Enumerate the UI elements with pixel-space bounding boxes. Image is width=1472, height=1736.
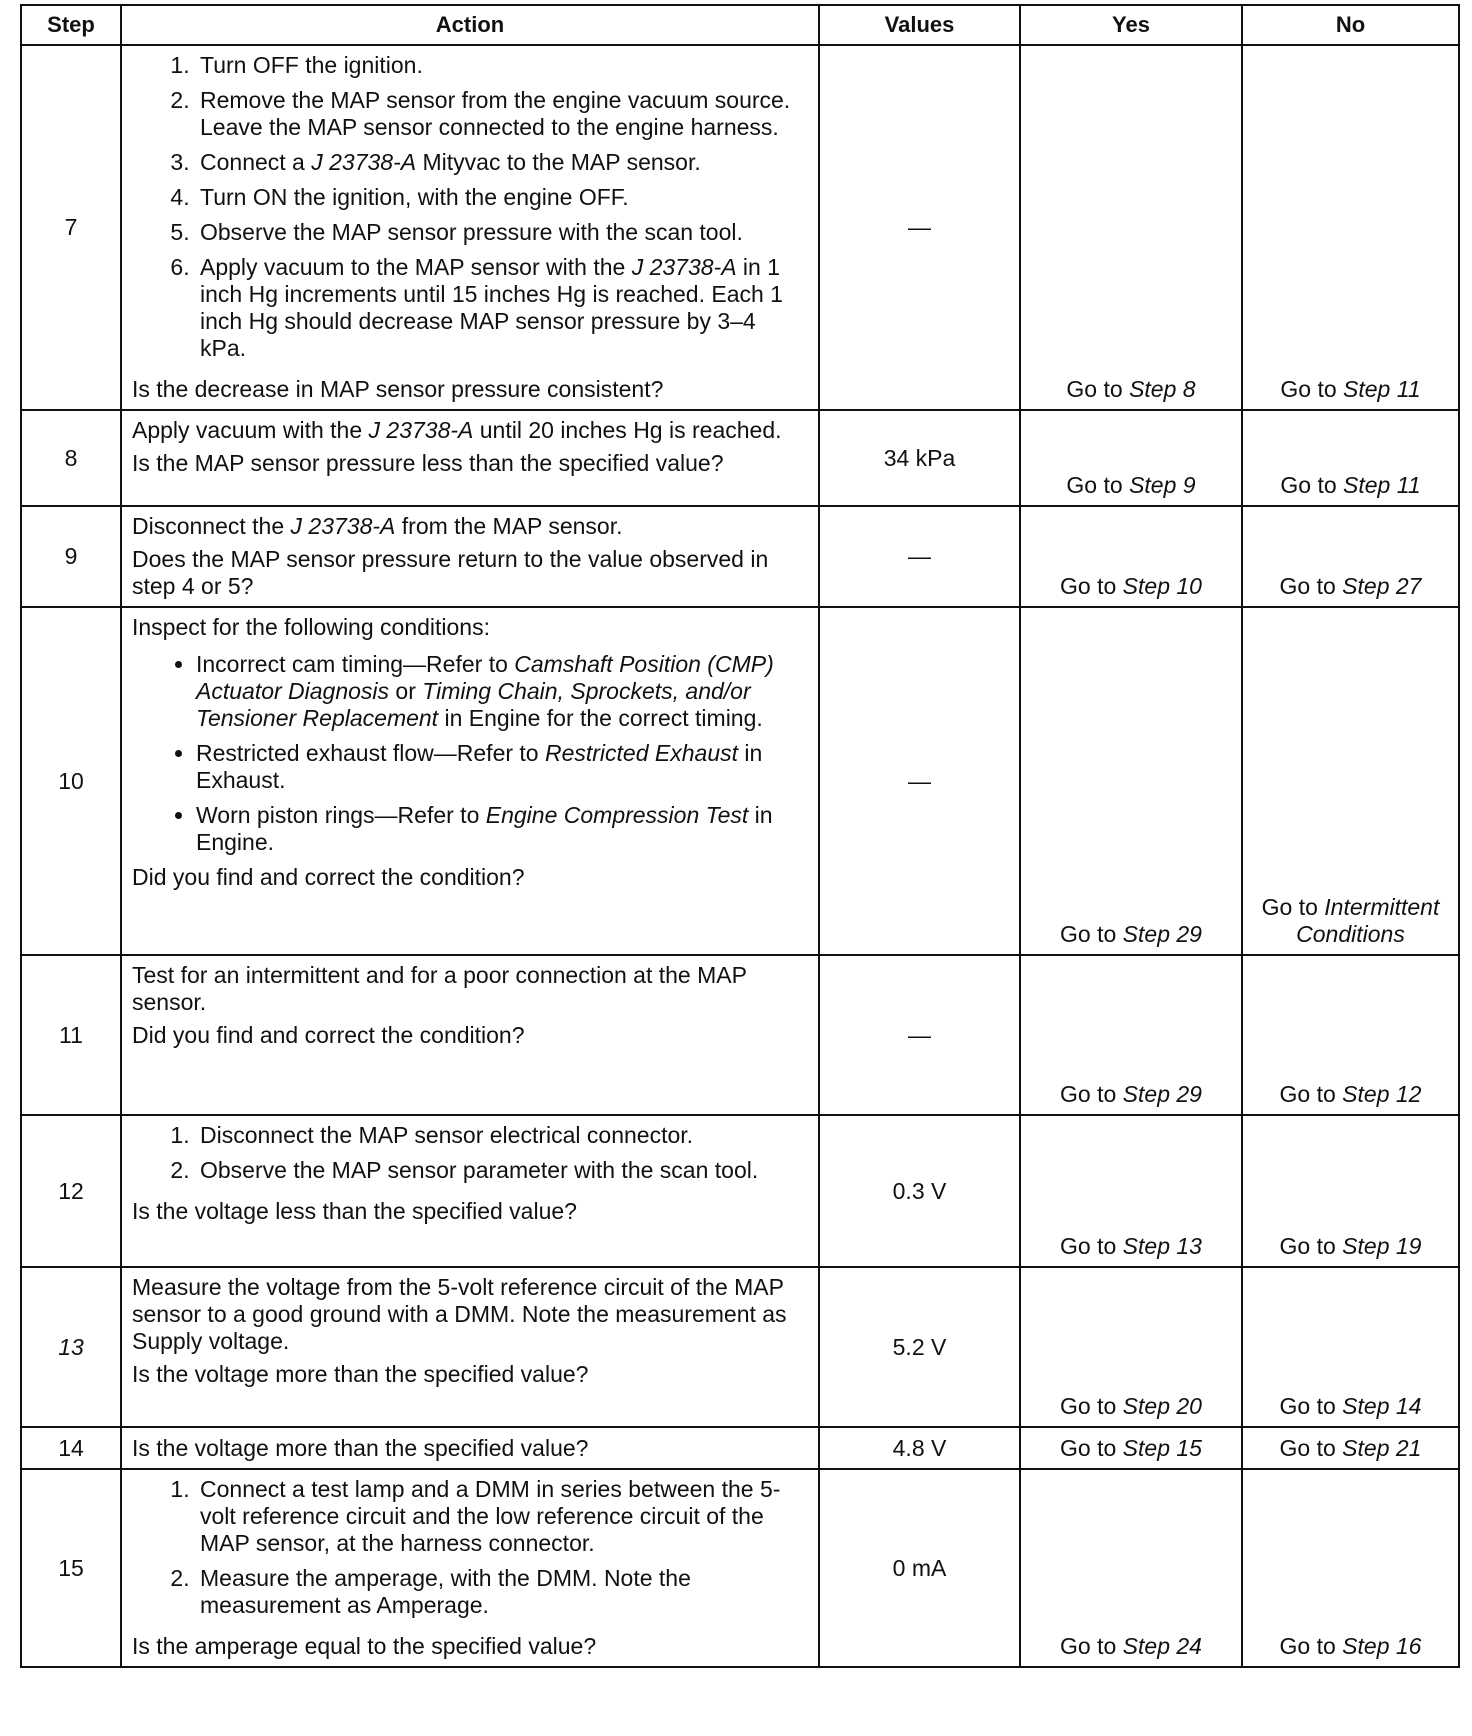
- header-step: Step: [21, 5, 121, 45]
- step-link[interactable]: Step 13: [1122, 1233, 1202, 1259]
- table-row: [21, 955, 1459, 1115]
- list-item: 2. Measure the amperage, with the DMM. Note the measurement as Amperage.: [196, 1565, 808, 1619]
- list-item: 5. Observe the MAP sensor pressure with the scan tool.: [196, 219, 808, 246]
- step-number: 7: [21, 45, 121, 410]
- yes-cell: Go to Step 29: [1020, 607, 1242, 955]
- header-values: Values: [819, 5, 1020, 45]
- table-row: [21, 1115, 1459, 1267]
- header-no: No: [1242, 5, 1459, 45]
- step-number: 12: [21, 1115, 121, 1267]
- action-steps: [132, 52, 808, 370]
- list-item: • Worn piston rings—Refer to Engine Compression Test in Engine.: [196, 802, 808, 856]
- list-item: • Restricted exhaust flow—Refer to Restricted Exhaust in Exhaust.: [196, 740, 808, 794]
- action-question: Is the amperage equal to the specified value?: [132, 1633, 597, 1659]
- header-action: Action: [121, 5, 819, 45]
- no-cell: Go to Step 11: [1242, 45, 1459, 410]
- step-link[interactable]: Intermittent Conditions: [1296, 894, 1440, 947]
- action-text: Measure the voltage from the 5-volt reference circuit of the MAP sensor to a good ground with a DMM. Note the measurement as Supply voltage.: [132, 1274, 787, 1354]
- table-row: [21, 1469, 1459, 1667]
- yes-cell: Go to Step 8: [1020, 45, 1242, 410]
- step-link[interactable]: Step 21: [1342, 1434, 1422, 1461]
- step-link[interactable]: Step 16: [1342, 1633, 1422, 1659]
- step-link[interactable]: Step 15: [1122, 1434, 1202, 1461]
- action-question: Does the MAP sensor pressure return to the value observed in step 4 or 5?: [132, 546, 769, 599]
- value-cell: 0 mA: [819, 1469, 1020, 1667]
- no-cell: Go to Step 14: [1242, 1267, 1459, 1427]
- list-item: 6. Apply vacuum to the MAP sensor with the J 23738-A in 1 inch Hg increments until 15 inches Hg is reached. Each 1 inch Hg should decrease MAP sensor pressure by 3–4 kPa.: [196, 254, 808, 362]
- table-row: [21, 607, 1459, 955]
- value-cell: —: [819, 45, 1020, 410]
- doc-link[interactable]: Restricted Exhaust: [544, 740, 739, 766]
- step-link[interactable]: Step 29: [1122, 921, 1202, 947]
- doc-link[interactable]: Engine Compression Test: [485, 802, 749, 828]
- action-cell: [121, 1469, 819, 1667]
- table-row: [21, 410, 1459, 506]
- value-cell: —: [819, 506, 1020, 607]
- action-cell: [121, 1115, 819, 1267]
- yes-cell: Go to Step 24: [1020, 1469, 1242, 1667]
- tool-ref: J 23738-A: [368, 417, 474, 443]
- step-link[interactable]: Step 12: [1342, 1081, 1422, 1107]
- no-cell: Go to Step 27: [1242, 506, 1459, 607]
- table-row: [21, 45, 1459, 410]
- action-cell: [121, 955, 819, 1115]
- yes-cell: Go to Step 10: [1020, 506, 1242, 607]
- action-question: Is the MAP sensor pressure less than the specified value?: [132, 450, 724, 476]
- step-number: 11: [21, 955, 121, 1115]
- value-cell: —: [819, 955, 1020, 1115]
- step-link[interactable]: Step 24: [1122, 1633, 1202, 1659]
- yes-cell: Go to Step 29: [1020, 955, 1242, 1115]
- yes-cell: Go to Step 20: [1020, 1267, 1242, 1427]
- no-cell: Go to Step 19: [1242, 1115, 1459, 1267]
- list-item: 4. Turn ON the ignition, with the engine OFF.: [196, 184, 808, 211]
- action-question: Did you find and correct the condition?: [132, 1022, 525, 1048]
- step-link[interactable]: Step 27: [1342, 573, 1422, 599]
- step-number: 8: [21, 410, 121, 506]
- doc-link[interactable]: Camshaft Position (CMP) Actuator Diagnosis: [196, 651, 774, 704]
- step-number: 13: [21, 1267, 121, 1427]
- no-cell: Go to Step 11: [1242, 410, 1459, 506]
- step-number: 10: [21, 607, 121, 955]
- table-row: [21, 1427, 1459, 1469]
- doc-link[interactable]: Timing Chain, Sprockets, and/or Tensioner Replacement: [196, 678, 751, 731]
- action-cell: Disconnect the J 23738-A from the MAP sensor. Does the MAP sensor pressure return to the value observed in step 4 or 5?: [121, 506, 819, 607]
- value-cell: 0.3 V: [819, 1115, 1020, 1267]
- action-question: Is the voltage more than the specified value?: [132, 1361, 589, 1387]
- action-cell: [121, 1267, 819, 1427]
- tool-ref: J 23738-A: [290, 513, 396, 539]
- action-question: Is the decrease in MAP sensor pressure consistent?: [132, 376, 664, 402]
- step-link[interactable]: Step 9: [1129, 472, 1196, 498]
- condition-list: [132, 651, 808, 864]
- action-question: Is the voltage less than the specified value?: [132, 1198, 577, 1224]
- action-text: Test for an intermittent and for a poor connection at the MAP sensor.: [132, 962, 747, 1015]
- yes-cell: Go to Step 13: [1020, 1115, 1242, 1267]
- no-cell: Go to Step 21: [1242, 1427, 1459, 1469]
- list-item: 1. Disconnect the MAP sensor electrical connector.: [196, 1122, 808, 1149]
- action-cell: [121, 607, 819, 955]
- yes-cell: Go to Step 9: [1020, 410, 1242, 506]
- action-steps: [132, 1122, 808, 1192]
- action-question: Is the voltage more than the specified value?: [132, 1434, 589, 1461]
- list-item: 3. Connect a J 23738-A Mityvac to the MAP sensor.: [196, 149, 808, 176]
- action-cell: [121, 1427, 819, 1469]
- step-link[interactable]: Step 14: [1342, 1393, 1422, 1419]
- no-cell: Go to Step 12: [1242, 955, 1459, 1115]
- value-cell: 4.8 V: [819, 1427, 1020, 1469]
- no-cell: Go to Step 16: [1242, 1469, 1459, 1667]
- tool-ref: J 23738-A: [311, 149, 417, 175]
- value-cell: 34 kPa: [819, 410, 1020, 506]
- action-cell: Apply vacuum with the J 23738-A until 20 inches Hg is reached. Is the MAP sensor pressure less than the specified value?: [121, 410, 819, 506]
- table-row: [21, 506, 1459, 607]
- step-link[interactable]: Step 10: [1122, 573, 1202, 599]
- diagnostic-table: [20, 4, 1460, 1668]
- table-row: [21, 1267, 1459, 1427]
- action-steps: [132, 1476, 808, 1627]
- step-number: 15: [21, 1469, 121, 1667]
- step-number: 9: [21, 506, 121, 607]
- list-item: 1. Connect a test lamp and a DMM in series between the 5-volt reference circuit and the low reference circuit of the MAP sensor, at the harness connector.: [196, 1476, 808, 1557]
- list-item: 2. Observe the MAP sensor parameter with the scan tool.: [196, 1157, 808, 1184]
- step-link[interactable]: Step 29: [1122, 1081, 1202, 1107]
- step-number: 14: [21, 1427, 121, 1469]
- step-link[interactable]: Step 20: [1122, 1393, 1202, 1419]
- list-item: 2. Remove the MAP sensor from the engine vacuum source. Leave the MAP sensor connected to the engine harness.: [196, 87, 808, 141]
- step-link[interactable]: Step 19: [1342, 1233, 1422, 1259]
- list-item: • Incorrect cam timing—Refer to Camshaft Position (CMP) Actuator Diagnosis or Timing Chain, Sprockets, and/or Tensioner Replacement in Engine for the correct timing.: [196, 651, 808, 732]
- tool-ref: J 23738-A: [631, 254, 737, 280]
- step-link[interactable]: Step 8: [1129, 376, 1196, 402]
- step-link[interactable]: Step 11: [1343, 376, 1421, 402]
- value-cell: 5.2 V: [819, 1267, 1020, 1427]
- header-yes: Yes: [1020, 5, 1242, 45]
- header-row: [21, 5, 1459, 45]
- action-intro: Inspect for the following conditions:: [132, 614, 490, 640]
- no-cell: Go to Intermittent Conditions: [1242, 607, 1459, 955]
- list-item: 1. Turn OFF the ignition.: [196, 52, 808, 79]
- value-cell: —: [819, 607, 1020, 955]
- yes-cell: Go to Step 15: [1020, 1427, 1242, 1469]
- step-link[interactable]: Step 11: [1343, 472, 1421, 498]
- action-question: Did you find and correct the condition?: [132, 864, 525, 890]
- action-cell: [121, 45, 819, 410]
